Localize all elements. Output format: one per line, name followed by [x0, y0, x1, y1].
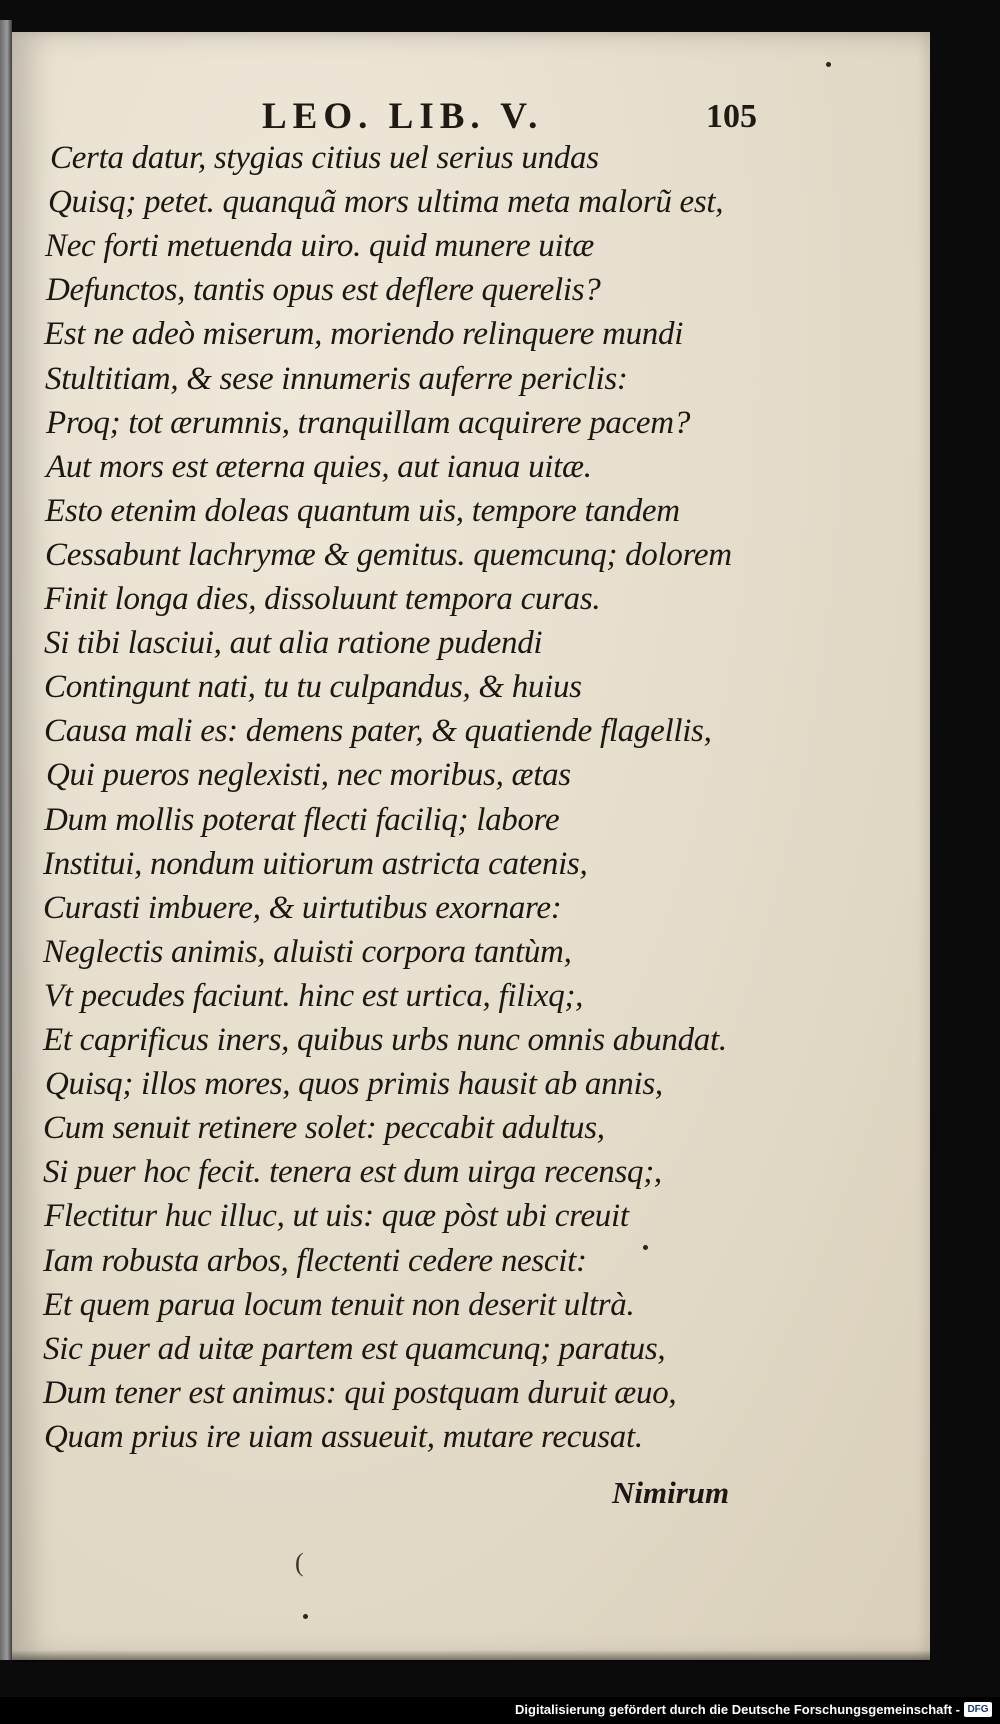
verse-line: Aut mors est æterna quies, aut ianua uitæ.	[46, 448, 592, 485]
verse-line: Stultitiam, & sese innumeris auferre periclis:	[45, 360, 628, 397]
verse-line: Si puer hoc fecit. tenera est dum uirga recensq;,	[43, 1154, 662, 1191]
verse-line: Contingunt nati, tu tu culpandus, & huius	[44, 669, 582, 706]
verse-line: Curasti imbuere, & uirtutibus exornare:	[43, 889, 562, 926]
footer-credit: Digitalisierung gefördert durch die Deutsche Forschungsgemeinschaft -	[515, 1702, 960, 1717]
verse-line: Finit longa dies, dissoluunt tempora curas.	[44, 581, 601, 617]
verse-line: Sic puer ad uitæ partem est quamcunq; paratus,	[43, 1330, 666, 1367]
verse-line: Si tibi lasciui, aut alia ratione pudendi	[44, 625, 543, 662]
ink-speck	[826, 62, 831, 67]
verse-line: Defunctos, tantis opus est deflere querelis?	[46, 272, 601, 309]
verse-line: Quisq; illos mores, quos primis hausit ab annis,	[45, 1066, 663, 1103]
verse-line: Certa datur, stygias citius uel serius undas	[50, 140, 599, 176]
page-bottom-shadow	[12, 1650, 930, 1662]
verse-line: Et quem parua locum tenuit non deserit ultrà.	[43, 1286, 635, 1323]
ink-speck	[643, 1245, 648, 1250]
verse-line: Causa mali es: demens pater, & quatiende flagellis,	[44, 713, 712, 750]
catchword: Nimirum	[612, 1475, 730, 1510]
verse-line: Iam robusta arbos, flectenti cedere nescit:	[43, 1242, 587, 1279]
verse-line: Dum tener est animus: qui postquam duruit æuo,	[43, 1374, 677, 1411]
verse-line: Esto etenim doleas quantum uis, tempore tandem	[45, 492, 680, 529]
dfg-logo-icon: DFG	[964, 1702, 992, 1717]
verse-line: Cum senuit retinere solet: peccabit adultus,	[43, 1110, 605, 1147]
verse-line: Neglectis animis, aluisti corpora tantùm,	[43, 933, 572, 970]
verse-line: Et caprificus iners, quibus urbs nunc omnis abundat.	[43, 1022, 727, 1058]
verse-line: Dum mollis poterat flecti faciliq; labore	[44, 801, 560, 838]
stray-mark: (	[295, 1548, 304, 1577]
verse-line: Institui, nondum uitiorum astricta catenis,	[43, 845, 588, 882]
verse-line: Flectitur huc illuc, ut uis: quæ pòst ubi creuit	[44, 1198, 629, 1235]
verse-line: Cessabunt lachrymæ & gemitus. quemcunq; dolorem	[45, 536, 732, 573]
digitization-footer	[0, 1697, 1000, 1724]
verse-line: Quam prius ire uiam assueuit, mutare recusat.	[44, 1418, 643, 1455]
verse-line: Quisq; petet. quanquã mors ultima meta malorũ est,	[48, 184, 724, 221]
book-spine-edge	[0, 20, 12, 1660]
verse-line: Est ne adeò miserum, moriendo relinquere mundi	[44, 316, 684, 353]
running-head: LEO. LIB. V.	[262, 96, 544, 137]
ink-speck	[303, 1614, 308, 1619]
verse-line: Vt pecudes faciunt. hinc est urtica, filixq;,	[44, 977, 584, 1014]
verse-line: Qui pueros neglexisti, nec moribus, ætas	[46, 757, 571, 794]
page-number: 105	[706, 98, 757, 135]
verse-line: Nec forti metuenda uiro. quid munere uitæ	[45, 228, 594, 265]
verse-line: Proq; tot ærumnis, tranquillam acquirere pacem?	[46, 404, 691, 441]
